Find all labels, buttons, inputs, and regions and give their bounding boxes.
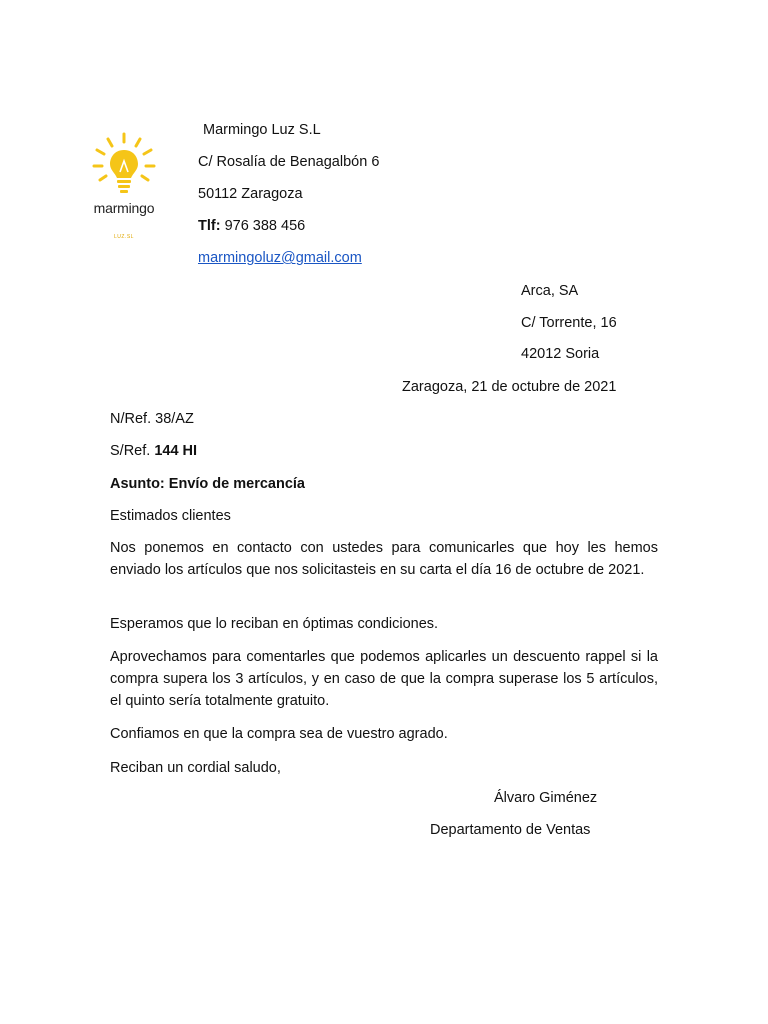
recipient-name: Arca, SA: [521, 283, 579, 299]
sender-phone: [198, 217, 305, 235]
your-reference-label: S/Ref.: [110, 443, 151, 459]
recipient-city: 42012 Soria: [521, 346, 600, 362]
our-reference: [110, 410, 194, 428]
your-reference: [110, 442, 197, 460]
signature-name: Álvaro Giménez: [494, 790, 598, 806]
letter-date: Zaragoza, 21 de octubre de 2021: [402, 379, 617, 395]
letter-closing: Reciban un cordial saludo,: [110, 760, 281, 776]
our-reference-value: 38/AZ: [155, 411, 194, 427]
our-reference-label: N/Ref.: [110, 411, 152, 427]
sender-name: Marmingo Luz S.L: [203, 122, 321, 138]
body-paragraph: Nos ponemos en contacto con ustedes para comunicarles que hoy les hemos enviado los artículos que nos solicitasteis en su carta el día 16 de octubre de 2021.: [110, 540, 658, 578]
body-paragraph: Confiamos en que la compra sea de vuestro agrado.: [110, 726, 448, 742]
phone-label: Tlf:: [198, 218, 221, 234]
signature-department: Departamento de Ventas: [430, 822, 591, 838]
logo-brand-text: marmingo: [93, 200, 155, 216]
sender-street: C/ Rosalía de Benagalbón 6: [198, 154, 380, 170]
letter-greeting: Estimados clientes: [110, 508, 231, 524]
letter-subject: Asunto: Envío de mercancía: [110, 476, 305, 492]
sender-email-link[interactable]: marmingoluz@gmail.com: [198, 250, 362, 266]
sender-city: 50112 Zaragoza: [198, 186, 303, 202]
lightbulb-icon: [86, 128, 162, 200]
recipient-street: C/ Torrente, 16: [521, 315, 617, 331]
phone-number: 976 388 456: [224, 218, 306, 234]
body-paragraph: Esperamos que lo reciban en óptimas condiciones.: [110, 616, 439, 632]
body-paragraph: Aprovechamos para comentarles que podemos aplicarles un descuento rappel si la compra supera los 3 artículos, y en caso de que la compra superase los 5 artículos, el quinto sería totalmente gratuito.: [110, 649, 658, 709]
logo-subtitle-text: LUZ.SL: [114, 234, 134, 240]
your-reference-value: 144 HI: [154, 443, 198, 459]
company-logo: [86, 128, 176, 248]
